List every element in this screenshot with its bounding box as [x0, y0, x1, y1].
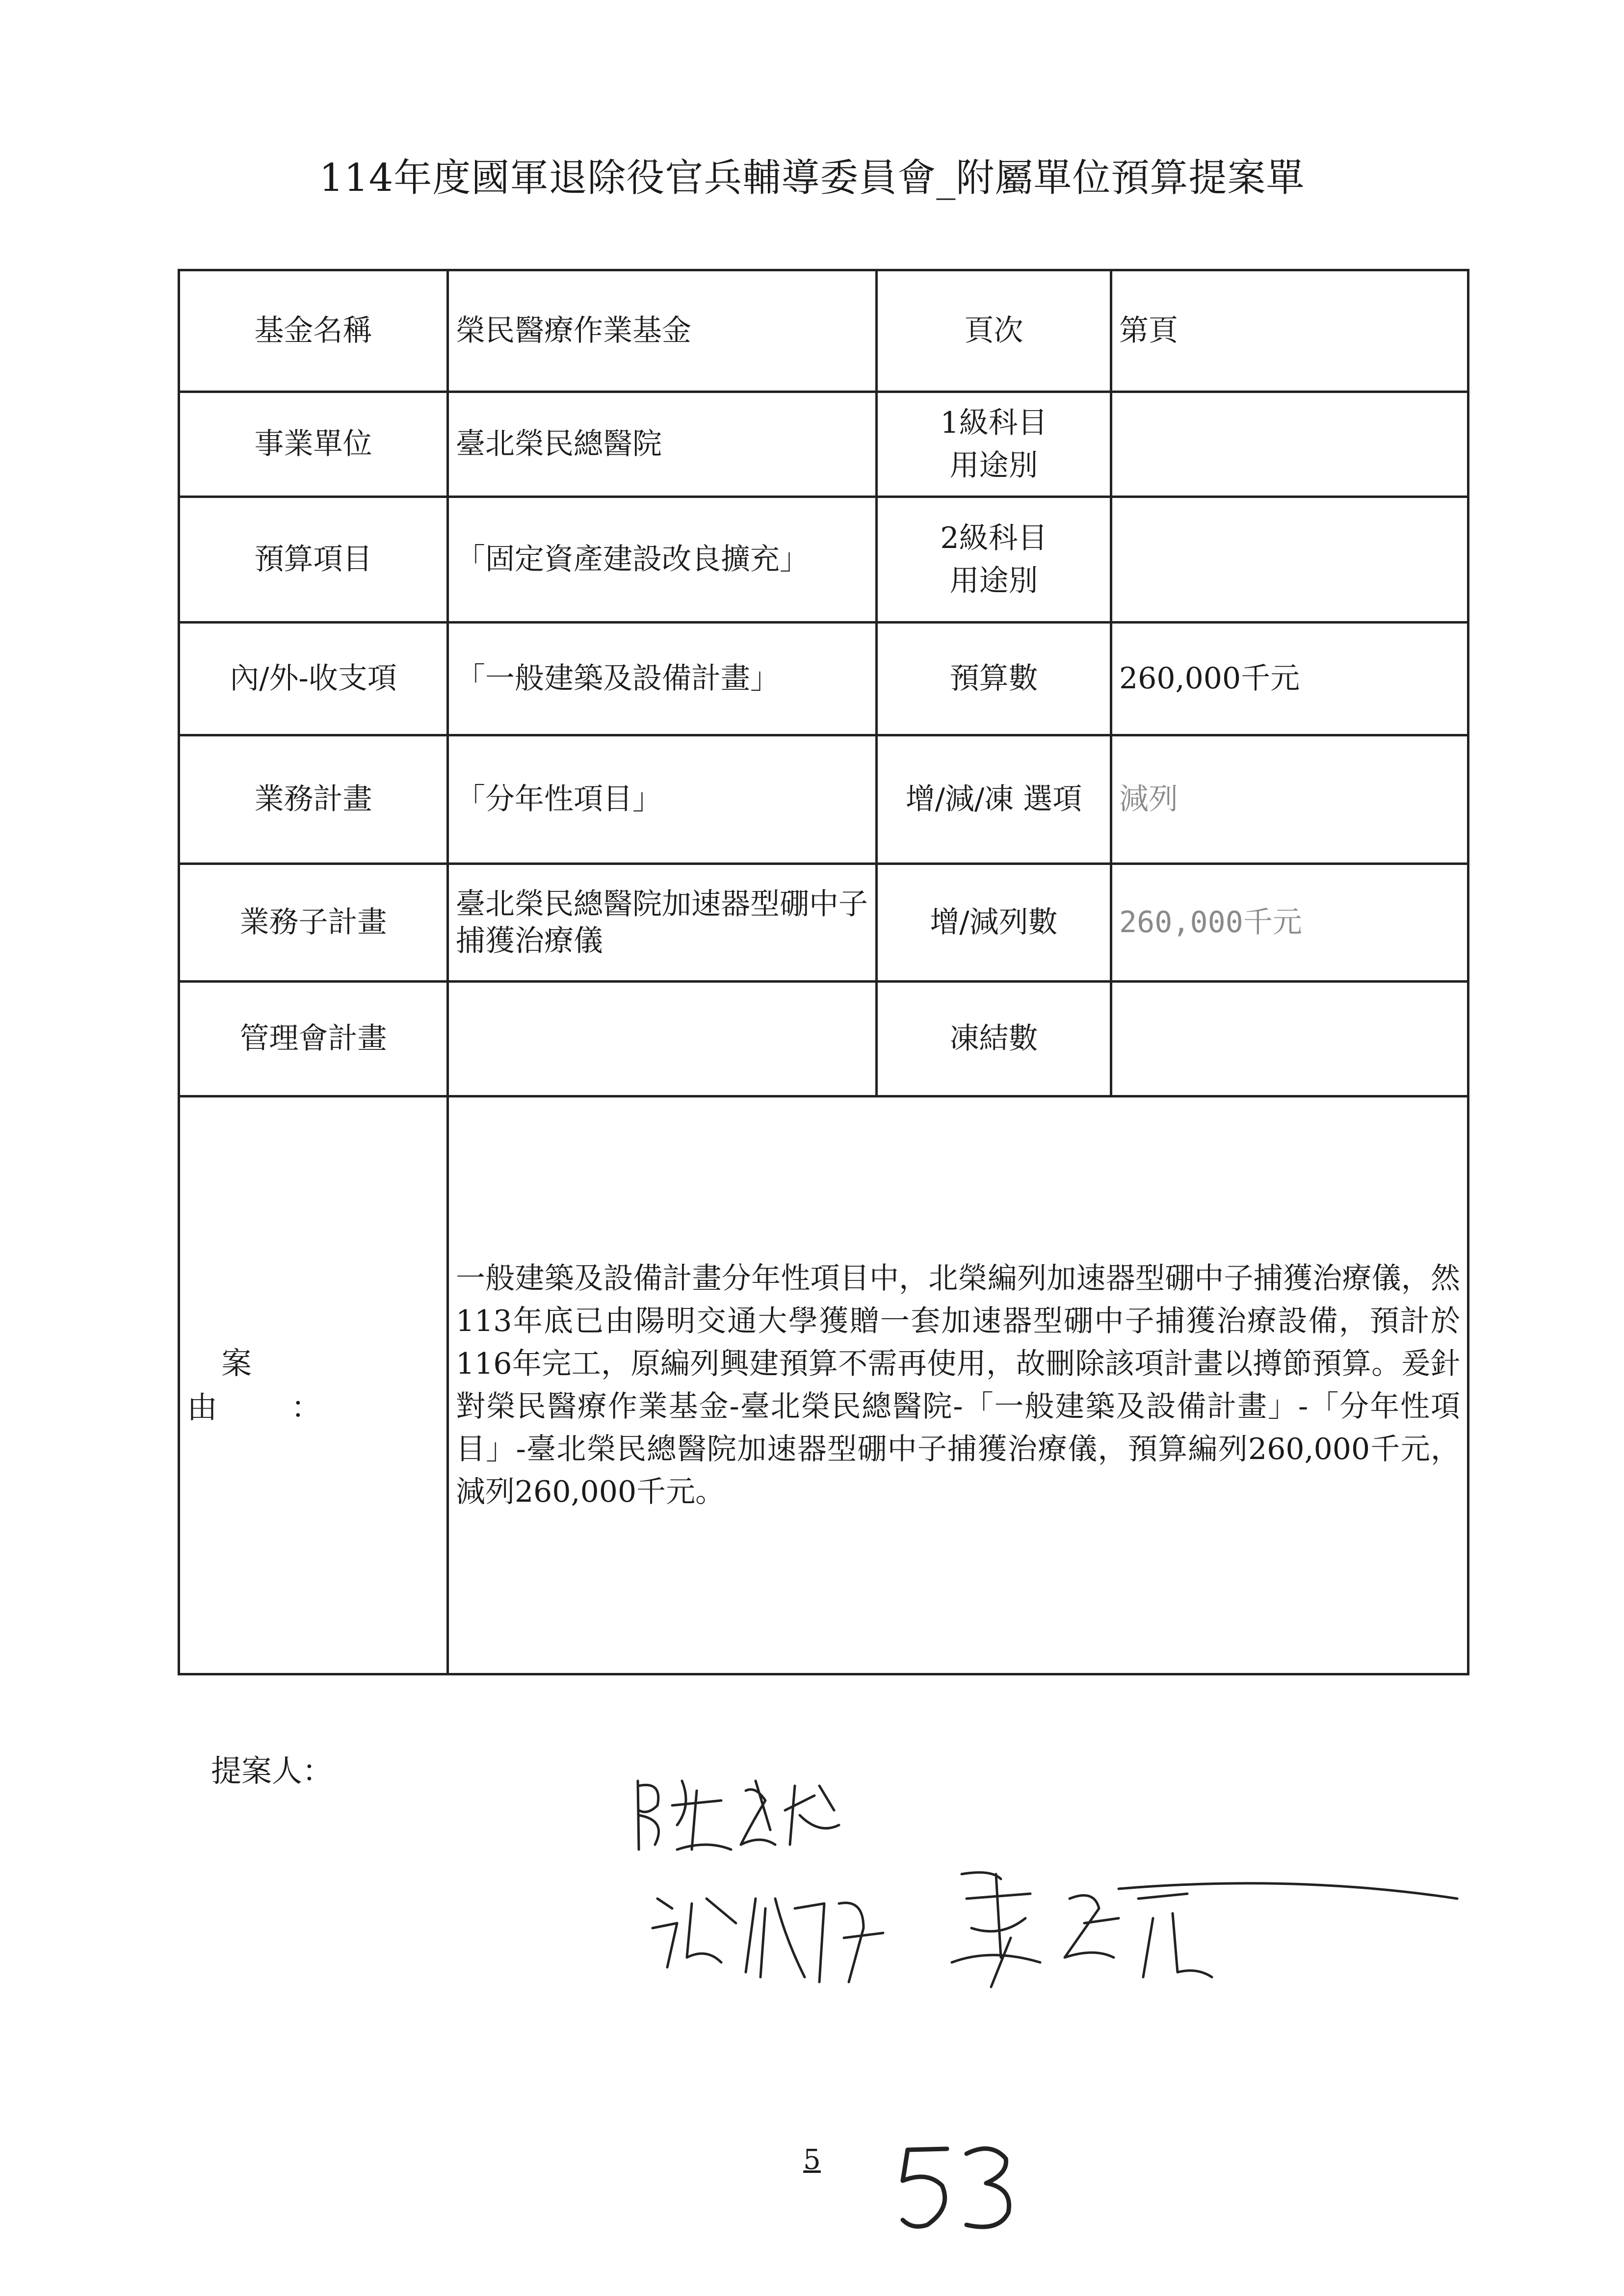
label-adjust-amount: 增/減列數	[877, 864, 1111, 982]
table-row	[179, 1096, 1468, 1674]
handwritten-page-number	[893, 2139, 1021, 2237]
label-fund-name: 基金名稱	[179, 270, 448, 392]
value-income-expense: 「一般建築及設備計畫」	[448, 623, 877, 735]
value-sub-plan: 臺北榮民總醫院加速器型硼中子捕獲治療儀	[448, 864, 877, 982]
handwritten-signatures	[608, 1751, 1492, 2070]
table-row	[179, 497, 1468, 623]
value-management-plan	[448, 982, 877, 1096]
label-level1-subject-line2: 用途別	[949, 448, 1038, 483]
page-title: 114年度國軍退除役官兵輔導委員會_附屬單位預算提案單	[319, 156, 1305, 200]
page-number: 5	[803, 2144, 821, 2176]
label-income-expense: 內/外-收支項	[179, 623, 448, 735]
label-budget-amount: 預算數	[877, 623, 1111, 735]
value-business-unit: 臺北榮民總醫院	[448, 392, 877, 497]
value-budget-item: 「固定資產建設改良擴充」	[448, 497, 877, 623]
label-management-plan: 管理會計畫	[179, 982, 448, 1096]
label-page: 頁次	[877, 270, 1111, 392]
signature-2	[653, 1899, 883, 1982]
value-frozen-amount	[1111, 982, 1468, 1096]
table-row	[179, 623, 1468, 735]
table-row	[179, 735, 1468, 864]
label-level2-subject	[877, 497, 1111, 623]
signature-3	[952, 1873, 1457, 1987]
label-level2-subject-line2: 用途別	[949, 563, 1038, 598]
value-adjust-option: 減列	[1111, 735, 1468, 864]
label-budget-item: 預算項目	[179, 497, 448, 623]
proposal-form-table	[178, 269, 1469, 1675]
label-business-unit: 事業單位	[179, 392, 448, 497]
value-level1-subject	[1111, 392, 1468, 497]
signature-1	[638, 1781, 839, 1850]
proposer-label: 提案人：	[211, 1753, 333, 1789]
table-row	[179, 392, 1468, 497]
value-adjust-amount: 260,000千元	[1111, 864, 1468, 982]
label-level1-subject	[877, 392, 1111, 497]
reason-body-cell	[448, 1096, 1468, 1674]
label-sub-plan: 業務子計畫	[179, 864, 448, 982]
label-adjust-option: 增/減/凍 選項	[877, 735, 1111, 864]
label-business-plan: 業務計畫	[179, 735, 448, 864]
value-business-plan: 「分年性項目」	[448, 735, 877, 864]
table-row	[179, 270, 1468, 392]
label-level2-subject-line1: 2級科目	[940, 521, 1048, 555]
value-fund-name: 榮民醫療作業基金	[448, 270, 877, 392]
reason-text: 一般建築及設備計畫分年性項目中，北榮編列加速器型硼中子捕獲治療儀，然113年底已由陽明交通大學獲贈一套加速器型硼中子捕獲治療設備，預計於116年完工，原編列興建預算不需再使用，故刪除該項計畫以撙節預算。爰針對榮民醫療作業基金-臺北榮民總醫院-「一般建築及設備計畫」-「分年性項目」-臺北榮民總醫院加速器型硼中子捕獲治療儀，預算編列260,000千元，減列260,000千元。	[456, 1261, 1460, 1509]
table-row	[179, 982, 1468, 1096]
label-frozen-amount: 凍結數	[877, 982, 1111, 1096]
reason-label-cell	[179, 1096, 448, 1674]
reason-label: 案由：	[187, 1345, 395, 1425]
table-row	[179, 864, 1468, 982]
value-page: 第頁	[1111, 270, 1468, 392]
label-level1-subject-line1: 1級科目	[940, 405, 1048, 440]
value-level2-subject	[1111, 497, 1468, 623]
value-budget-amount: 260,000千元	[1111, 623, 1468, 735]
